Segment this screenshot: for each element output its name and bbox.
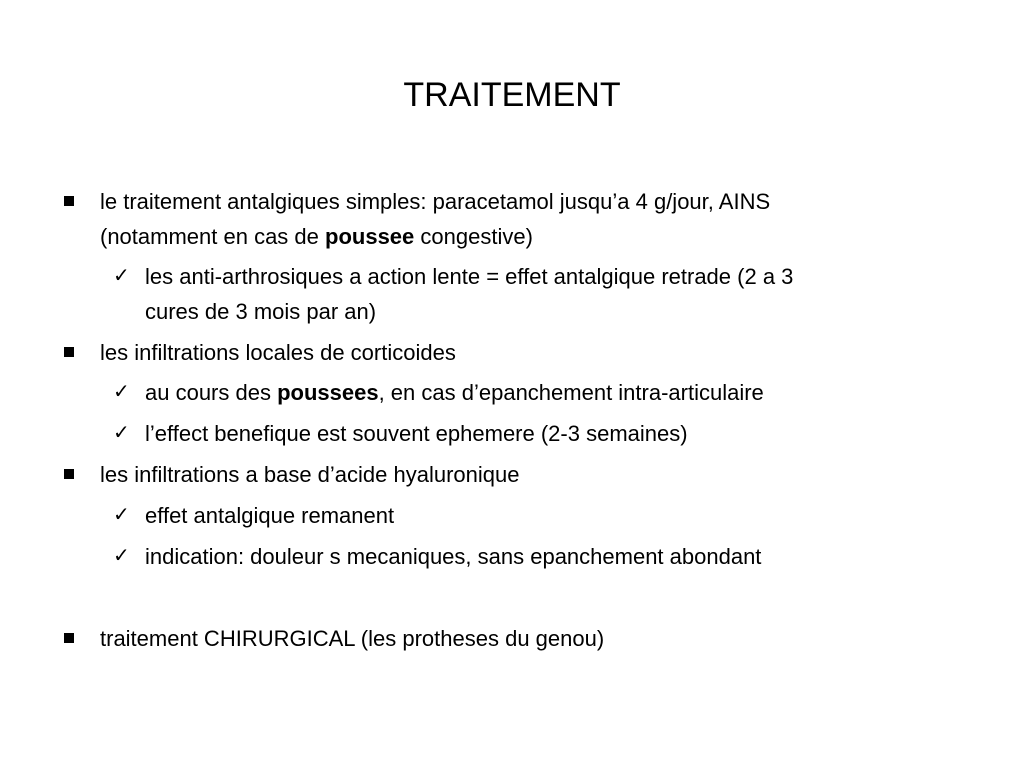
list-item-line: effet antalgique remanent <box>145 503 395 528</box>
checkmark-icon: ✓ <box>113 381 130 403</box>
list-item <box>113 375 945 410</box>
list-item-line: au cours des poussees, en cas d’epanchement intra-articulaire <box>145 380 764 405</box>
list-item <box>113 259 945 329</box>
slide-title: TRAITEMENT <box>403 76 621 114</box>
checkmark-icon: ✓ <box>113 504 130 526</box>
checkmark-icon: ✓ <box>113 545 130 567</box>
list-item <box>113 539 945 574</box>
list-item-line: (notamment en cas de poussee congestive) <box>100 224 533 249</box>
emphasis: poussees <box>277 380 379 405</box>
list-item-line: l’effect benefique est souvent ephemere (2-3 semaines) <box>145 421 688 446</box>
list-item <box>113 416 945 451</box>
checkmark-icon: ✓ <box>113 265 130 287</box>
emphasis: poussee <box>325 224 415 249</box>
square-bullet-icon <box>64 196 74 206</box>
square-bullet-icon <box>64 633 74 643</box>
list-item-line: le traitement antalgiques simples: paracetamol jusqu’a 4 g/jour, AINS <box>100 189 771 214</box>
list-item-line: les infiltrations locales de corticoides <box>100 340 456 365</box>
list-item <box>100 457 930 492</box>
list-item-line: indication: douleur s mecaniques, sans epanchement abondant <box>145 544 762 569</box>
list-item <box>100 621 930 656</box>
checkmark-icon: ✓ <box>113 422 130 444</box>
list-item-line: cures de 3 mois par an) <box>145 299 377 324</box>
square-bullet-icon <box>64 469 74 479</box>
list-item-line: les anti-arthrosiques a action lente = effet antalgique retrade (2 a 3 <box>145 264 794 289</box>
list-item <box>113 498 945 533</box>
list-item <box>100 184 930 254</box>
list-item <box>100 335 930 370</box>
square-bullet-icon <box>64 347 74 357</box>
list-item-line: les infiltrations a base d’acide hyaluronique <box>100 462 520 487</box>
list-item-line: traitement CHIRURGICAL (les protheses du genou) <box>100 626 605 651</box>
